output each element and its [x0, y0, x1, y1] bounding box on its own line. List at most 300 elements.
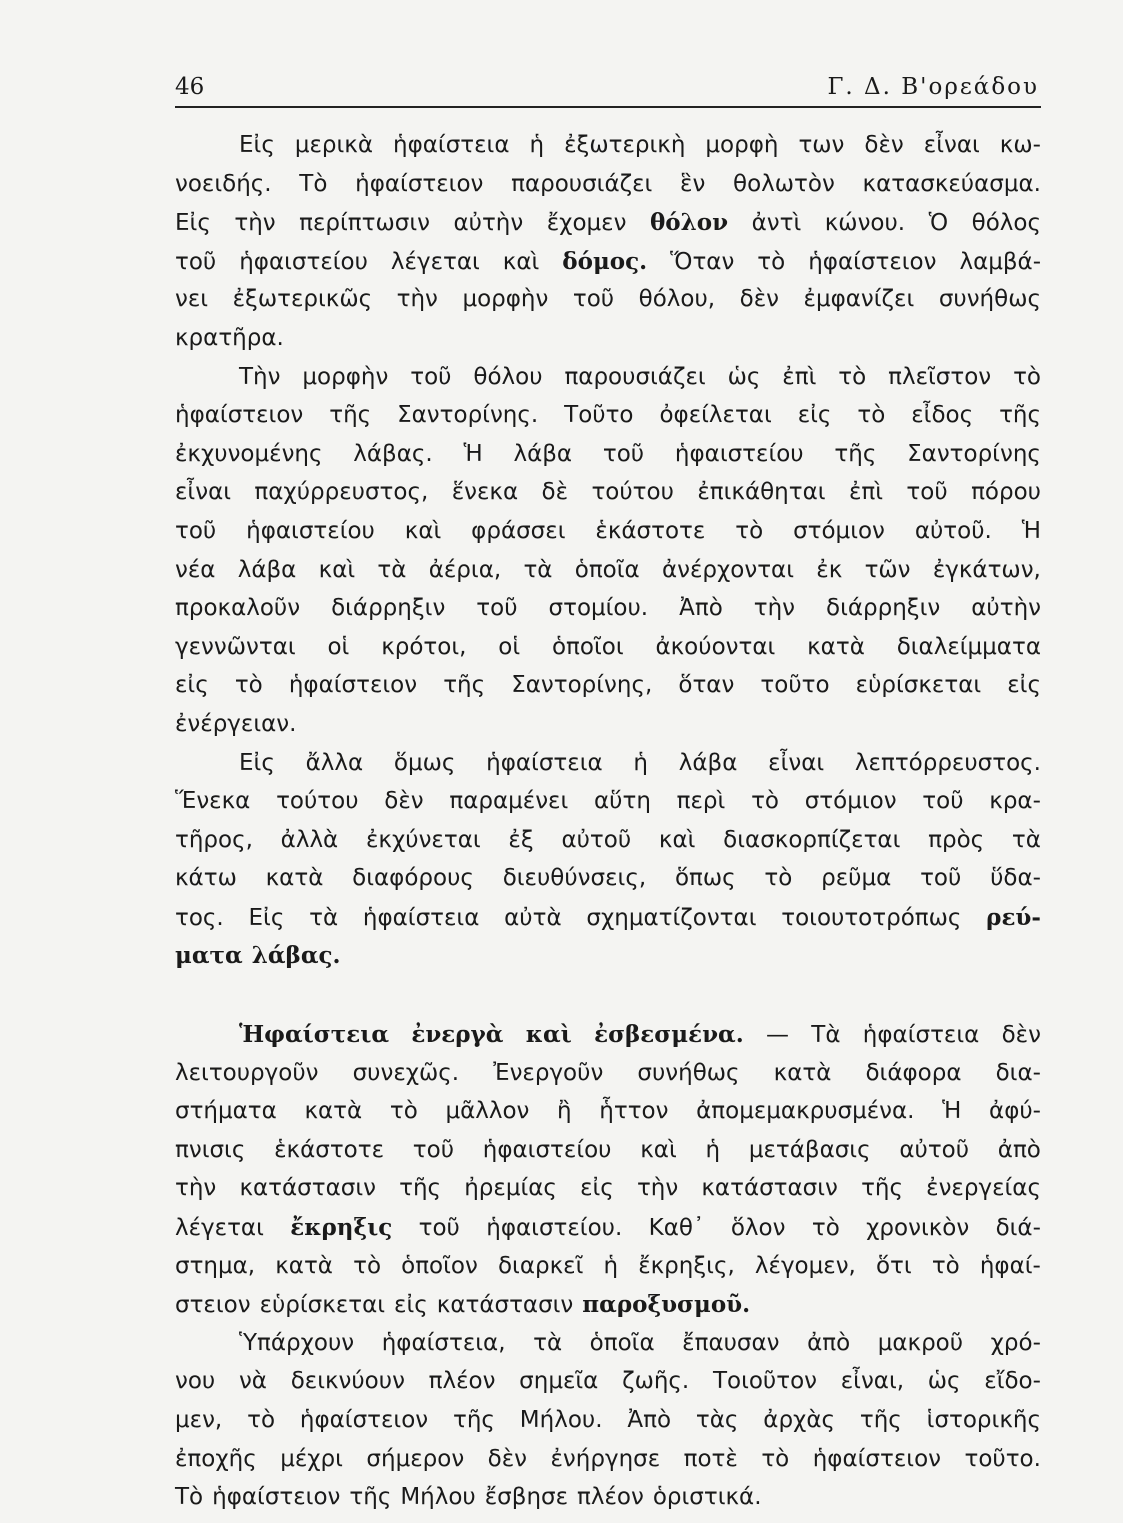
word: τὸ [389, 1098, 418, 1125]
word: οἱ [327, 633, 350, 660]
word: λάβα [678, 749, 738, 776]
word: διευθύνσεις, [502, 865, 647, 892]
word: Εἰς [248, 904, 285, 931]
word: μᾶλλον [445, 1098, 530, 1125]
word: τὰ [533, 1329, 563, 1356]
word: πλέον [577, 1484, 644, 1511]
word: ἀκούονται [655, 633, 776, 660]
word: ἡφαιστείου [246, 517, 375, 544]
word: κατὰ [304, 1098, 363, 1125]
word: σημεῖα [519, 1368, 599, 1395]
word: τοῦ [906, 479, 948, 506]
word: Ὅταν [670, 248, 735, 275]
page-header [175, 72, 1041, 108]
word: ἐνήργησε [550, 1445, 661, 1472]
text-line [175, 1253, 1041, 1292]
word: ἐποχῆς [175, 1445, 257, 1472]
word: ἐκ [816, 556, 843, 583]
paragraph [175, 750, 1041, 982]
bold-term: ματα [175, 942, 243, 970]
word: ἔσβησε [484, 1484, 569, 1511]
word: Τὰ [811, 1022, 841, 1049]
word: ἡ [633, 749, 648, 776]
running-title: Γ. Δ. Β'ορεάδου [827, 74, 1039, 100]
word: διαλείμματα [896, 633, 1041, 660]
word: των [798, 132, 845, 158]
text-line [175, 634, 1041, 673]
word: νὰ [238, 1368, 267, 1395]
word: χρονικὸν [866, 1215, 970, 1242]
text-line [175, 1060, 1041, 1099]
word: ἀπὸ [807, 1329, 851, 1356]
word: Εἰς [239, 132, 275, 158]
word: ἡφαιστείου [482, 1136, 612, 1163]
word: ἑκάστοτε [595, 517, 706, 544]
word: λειτουργοῦν [175, 1059, 319, 1086]
bold-term: παροξυσμοῦ. [582, 1291, 751, 1319]
bold-term: θόλον [649, 209, 729, 237]
word: καὶ [318, 556, 356, 583]
word: λέγεται [175, 1215, 264, 1242]
word: τοῦ [410, 363, 452, 390]
word: μεν, [175, 1407, 223, 1433]
word: Ὁ [928, 210, 949, 237]
text-line [175, 1291, 1041, 1330]
word: ἐξ [508, 826, 534, 853]
text-line [175, 595, 1041, 634]
word: πλεῖστον [888, 363, 992, 390]
word: εἰς [175, 672, 209, 699]
bold-term: ἐσβεσμένα. [594, 1021, 744, 1049]
word: συνήθως [637, 1059, 740, 1086]
word: τὰ [523, 556, 553, 583]
word: κατὰ [265, 865, 324, 892]
word: τὴν [636, 1175, 679, 1202]
word: κρα- [989, 788, 1041, 815]
word: τὸ [931, 1252, 960, 1279]
word: ἡφαίστεια [362, 904, 480, 931]
word: μορφὴν [462, 286, 549, 313]
paragraph [175, 132, 1041, 364]
word: τὴν [234, 210, 276, 237]
word: ὁποῖα [574, 556, 640, 583]
word: λέγομεν, [754, 1252, 856, 1279]
word: γεννῶνται [175, 633, 296, 660]
word: αὐτοῦ [561, 826, 632, 853]
word: τὸ [735, 517, 764, 544]
word: εἶδος [911, 402, 974, 429]
word: εἶναι [175, 479, 232, 506]
word: στημα, [175, 1252, 256, 1279]
word: αὐτοῦ [899, 1136, 970, 1163]
word: κατὰ [773, 1059, 832, 1086]
word: τοῦ [175, 248, 217, 275]
word: εὑρίσκεται [855, 672, 982, 699]
text-line [175, 942, 1041, 981]
word: ὁποῖοι [551, 633, 624, 660]
word: ἡ [603, 1252, 619, 1279]
word: κατάστασιν [239, 1175, 376, 1202]
word: αὐτὴν [971, 595, 1041, 622]
text-line [175, 1446, 1041, 1485]
word: ἡφαί- [979, 1252, 1041, 1279]
text-line [175, 171, 1041, 210]
paragraph [175, 364, 1041, 750]
text-line [175, 286, 1041, 325]
word: κατασκεύασμα. [862, 170, 1041, 197]
word: ἐμφανίζει [803, 286, 915, 313]
word: φράσσει [471, 517, 566, 544]
word: ἐνέργειαν. [175, 710, 297, 737]
bold-term: καὶ [525, 1021, 572, 1049]
text-line [175, 479, 1041, 518]
word: ἀπὸ [997, 1136, 1041, 1163]
word: τὸ [857, 402, 886, 429]
word: καὶ [658, 826, 696, 853]
word: τὰς [695, 1407, 739, 1433]
body-text [175, 132, 1041, 1523]
word: νει [175, 286, 209, 313]
word: ὀφείλεται [659, 402, 772, 429]
word: ἔκρηξις, [638, 1252, 735, 1279]
word: ἐξωτερικὴ [564, 132, 686, 158]
word: ἀπομεμακρυσμένα. [696, 1098, 915, 1125]
word: λέγεται [390, 248, 480, 275]
word: μέχρι [280, 1445, 343, 1472]
word: ἐπὶ [782, 363, 817, 390]
word: παρουσιάζει [564, 363, 706, 390]
word: ἐκχυνομένης [175, 440, 323, 467]
word: εἴδο- [984, 1368, 1041, 1395]
word: εἰς [797, 402, 832, 429]
word: συνεχῶς. [352, 1059, 460, 1086]
word: διά- [995, 1215, 1041, 1242]
word: καὶ [502, 248, 540, 275]
word: — [766, 1022, 790, 1049]
word: εἰς [580, 1175, 614, 1202]
word: λάβα [237, 556, 297, 583]
word: Ἀπὸ [627, 1407, 672, 1433]
word: κάτω [175, 865, 237, 892]
word: ποτὲ [683, 1445, 738, 1472]
word: ὁποῖα [589, 1329, 655, 1356]
word: περίπτωσιν [299, 210, 430, 237]
word: τοῦτο [760, 672, 830, 699]
word: τὸ [764, 865, 793, 892]
word: λαμβά- [959, 248, 1041, 275]
word: παραμένει [449, 788, 569, 815]
text-line [175, 1175, 1041, 1214]
word: Μήλου [400, 1484, 476, 1511]
word: Σαντορίνης [907, 440, 1041, 467]
word: τὸ [757, 248, 786, 275]
bold-term: ρεύ- [986, 903, 1041, 931]
word: Τὸ [175, 1484, 204, 1511]
word: δὲν [384, 788, 424, 815]
text-line [175, 1021, 1041, 1060]
word: δὲν [1001, 1022, 1041, 1049]
word: ἡφαίστεια [393, 132, 510, 158]
word: ὅταν [678, 672, 735, 699]
word: τῆς [329, 402, 372, 429]
word: ἡφαίστειον [288, 672, 418, 699]
word: τοῦτο. [964, 1445, 1041, 1472]
word: ἐξωτερικῶς [232, 286, 373, 313]
word: ἀέρια, [428, 556, 502, 583]
word: ἡφαιστείου [674, 440, 804, 467]
word: ἕνεκα [451, 479, 519, 506]
word: τὸ [1013, 363, 1041, 390]
text-line [175, 1407, 1041, 1446]
word: νέα [175, 556, 216, 583]
word: διάφορα [865, 1059, 962, 1086]
word: τὸ [751, 788, 779, 815]
word: πρὸς [928, 826, 985, 853]
word: θόλου, [638, 286, 716, 313]
word: κω- [999, 132, 1041, 158]
word: κρατῆρα. [175, 324, 284, 351]
word: ἔχομεν [546, 210, 627, 237]
word: τοῦ [602, 440, 645, 467]
bold-term: δόμος. [562, 247, 648, 275]
word: ὅπως [674, 865, 736, 892]
word: αὐτὴν [453, 210, 524, 237]
paragraph [175, 1330, 1041, 1523]
word: δια- [995, 1059, 1041, 1086]
word: Εἰς [239, 749, 275, 776]
text-line [175, 904, 1041, 943]
text-line [175, 1214, 1041, 1253]
word: ἄλλα [305, 749, 364, 776]
word: Εἰς [175, 210, 211, 237]
word: τῆς [999, 402, 1041, 429]
word: εἰς [1007, 672, 1041, 699]
word: πνισις [175, 1136, 246, 1163]
word: τὴν [175, 1175, 217, 1202]
word: τὸ [811, 1215, 840, 1242]
word: τὸ [761, 1445, 790, 1472]
word: θόλου [473, 363, 543, 390]
word: Σαντορίνης. [397, 402, 539, 429]
word: κρότοι, [381, 633, 467, 660]
word: Ὑπάρχουν [239, 1329, 355, 1356]
word: ἓν [680, 170, 706, 197]
word: εὑρίσκεται [259, 1292, 386, 1319]
word: ὅμως [393, 749, 456, 776]
text-line [175, 750, 1041, 789]
bold-term: ἔκρηξις [290, 1214, 393, 1242]
word: εἶναι [768, 749, 825, 776]
word: διάρρηξιν [826, 595, 941, 622]
word: ἡφαιστείου [239, 248, 368, 275]
section-gap [175, 981, 1041, 1021]
word: τοῦ [572, 286, 615, 313]
word: τῆς [861, 1175, 903, 1202]
word: τοῦ [922, 788, 964, 815]
word: οἱ [498, 633, 521, 660]
word: αὐτὰ [504, 904, 562, 931]
text-line [175, 402, 1041, 441]
word: Τὴν [239, 363, 281, 390]
word: τῶν [864, 556, 911, 583]
word: τῆρος, [175, 826, 253, 853]
word: ἡφαίστειον [212, 1484, 341, 1511]
text-line [175, 1368, 1041, 1407]
text-line [175, 827, 1041, 866]
word: ἀντὶ [751, 210, 802, 237]
word: Ἐνεργοῦν [493, 1059, 604, 1086]
word: ὕδα- [990, 865, 1041, 892]
word: Σαντορίνης, [511, 672, 653, 699]
word: Τοῦτο [564, 402, 634, 429]
word: ὅτι [875, 1252, 912, 1279]
word: δὲν [739, 286, 779, 313]
text-line [175, 557, 1041, 596]
word: ἀλλὰ [280, 826, 339, 853]
word: τῆς [399, 1175, 442, 1202]
word: μερικὰ [294, 132, 373, 158]
word: κατὰ [807, 633, 865, 660]
word: ἔπαυσαν [682, 1329, 780, 1356]
word: ἢ [557, 1098, 572, 1125]
word: δὲ [541, 479, 569, 506]
word: Μήλου. [519, 1407, 603, 1433]
bold-term: ἐνεργὰ [411, 1021, 504, 1049]
bold-term: λάβας. [251, 942, 341, 970]
word: ὅλον [730, 1215, 786, 1242]
word: στομίου. [548, 595, 649, 622]
text-line [175, 672, 1041, 711]
word: ἐπικάθηται [697, 479, 826, 506]
word: θόλος [971, 210, 1041, 237]
word: χρό- [990, 1329, 1041, 1356]
word: ἡφαίστειον [175, 402, 304, 429]
word: διασκορπίζεται [723, 826, 901, 853]
word: ζωῆς. [622, 1368, 690, 1395]
word: τοῦ [476, 595, 518, 622]
text-line [175, 1484, 1041, 1523]
word: παχύρρευστος, [254, 479, 429, 506]
word: ἑκάστοτε [274, 1136, 385, 1163]
word: ἀφύ- [989, 1098, 1041, 1125]
word: στήματα [175, 1098, 277, 1125]
word: τοῦ [920, 865, 962, 892]
word: τοιουτοτρόπως [781, 904, 962, 931]
word: σχηματίζονται [586, 904, 757, 931]
word: ἡφαίστεια [862, 1022, 980, 1049]
page-number: 46 [175, 74, 205, 100]
word: Τὸ [299, 170, 328, 197]
word: ἀνέρχονται [661, 556, 795, 583]
word: ἀρχὰς [763, 1407, 835, 1433]
text-line [175, 1330, 1041, 1369]
text-line [175, 518, 1041, 557]
word: παρουσιάζει [511, 170, 653, 197]
word: ἐπὶ [848, 479, 884, 506]
word: στόμιον [793, 517, 885, 544]
word: νοειδής. [175, 170, 272, 197]
word: Ἕνεκα [175, 788, 251, 815]
word: τὴν [396, 286, 438, 313]
word: αὕτη [594, 788, 651, 815]
word: ἐγκάτων, [932, 556, 1041, 583]
word: τοῦ [412, 1136, 455, 1163]
word: εἶναι [923, 132, 980, 158]
word: σήμερον [366, 1445, 465, 1472]
word: μετάβασις [748, 1136, 871, 1163]
word: τος. [175, 904, 224, 931]
word: ἡ [529, 132, 545, 158]
word: ἡφαιστείου. [486, 1215, 623, 1242]
word: διάρρηξιν [331, 595, 446, 622]
text-line [175, 209, 1041, 248]
word: τὸ [234, 672, 263, 699]
word: μορφὴ [705, 132, 779, 158]
paragraph [175, 1021, 1041, 1330]
text-line [175, 132, 1041, 171]
word: καὶ [640, 1136, 677, 1163]
text-line [175, 248, 1041, 287]
word: εἶναι, [840, 1368, 905, 1395]
text-line [175, 325, 1041, 364]
word: δὲν [487, 1445, 528, 1472]
word: λεπτόρρευστος. [854, 749, 1041, 776]
word: θολωτὸν [733, 170, 835, 197]
word: Ἡ [1021, 517, 1041, 544]
word: τὰ [1011, 826, 1041, 853]
word: Ἀπὸ [679, 595, 723, 622]
word: κατάστασιν [436, 1292, 574, 1319]
word: μορφὴν [302, 363, 389, 390]
word: τῆς [349, 1484, 392, 1511]
word: ἡφαίστειον [808, 248, 937, 275]
word: τῆς [443, 672, 486, 699]
word: ἡφαίστεια, [381, 1329, 506, 1356]
word: στειον [175, 1292, 251, 1319]
word: κώνου. [824, 210, 906, 237]
word: νου [175, 1368, 216, 1395]
text-line [175, 865, 1041, 904]
word: διαρκεῖ [497, 1252, 584, 1279]
word: τὸ [247, 1407, 276, 1433]
word: λάβας. [353, 440, 433, 467]
word: στόμιον [804, 788, 897, 815]
word: Καθ᾽ [648, 1215, 705, 1242]
word: δὲν [864, 132, 904, 158]
word: λάβα [513, 440, 573, 467]
text-line [175, 1137, 1041, 1176]
word: συνήθως [938, 286, 1041, 313]
word: τῆς [834, 440, 877, 467]
word: Ἡ [463, 440, 483, 467]
text-line [175, 788, 1041, 827]
word: ἡφαίστειον [299, 1407, 429, 1433]
text-line [175, 1098, 1041, 1137]
word: τούτου [276, 788, 359, 815]
text-line [175, 711, 1041, 750]
word: κατάστασιν [701, 1175, 838, 1202]
word: τῆς [859, 1407, 902, 1433]
word: Τοιοῦτον [712, 1368, 818, 1395]
word: τὸ [353, 1252, 382, 1279]
word: προκαλοῦν [175, 595, 301, 622]
word: διαφόρους [352, 865, 474, 892]
word: ἱστορικῆς [926, 1407, 1041, 1433]
word: τὰ [309, 904, 339, 931]
word: τὸ [838, 363, 867, 390]
word: κατὰ [275, 1252, 333, 1279]
word: μακροῦ [877, 1329, 964, 1356]
